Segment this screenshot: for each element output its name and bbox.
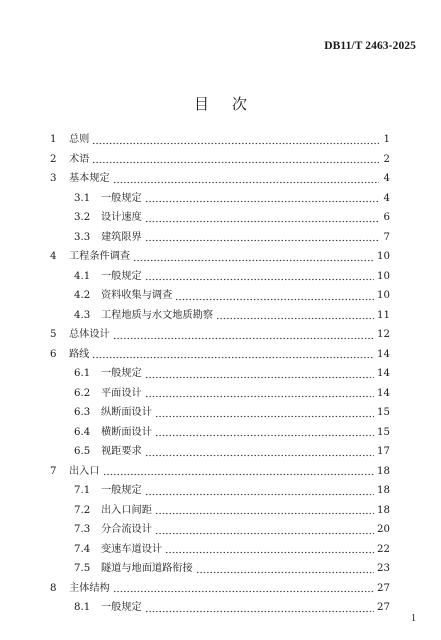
dot-leader — [216, 306, 374, 326]
dot-leader — [92, 150, 379, 170]
toc-entry-number: 7.3 — [74, 524, 91, 535]
document-code: DB11/T 2463-2025 — [324, 40, 416, 52]
dot-leader — [145, 598, 374, 618]
toc-entry-number: 4.2 — [74, 290, 91, 301]
toc-entry-page: 10 — [377, 251, 390, 262]
toc-entry-number: 6.3 — [74, 407, 91, 418]
toc-entry-number: 3 — [50, 173, 57, 184]
toc-entry-line — [101, 208, 390, 228]
toc-entry[interactable] — [50, 228, 390, 248]
toc-entry-line — [101, 501, 390, 521]
toc-entry-line — [101, 384, 390, 404]
toc-entry-line — [101, 559, 390, 579]
toc-entry-page: 12 — [377, 329, 390, 340]
toc-entry[interactable] — [50, 423, 390, 443]
toc-entry-line — [101, 189, 390, 209]
toc-entry-number: 4 — [50, 251, 57, 262]
toc-entry-page: 18 — [377, 465, 390, 477]
toc-entry-line — [69, 462, 390, 482]
toc-entry[interactable] — [50, 267, 390, 287]
toc-entry[interactable] — [50, 208, 390, 228]
toc-entry-number: 6.1 — [74, 368, 91, 379]
toc-entry-number: 6.4 — [74, 426, 91, 438]
toc-entry-page: 2 — [383, 153, 390, 165]
toc-entry-number: 4.1 — [74, 270, 91, 282]
toc-entry-line — [101, 598, 390, 618]
toc-entry[interactable] — [50, 325, 390, 345]
toc-entry-title: 视距要求 — [101, 442, 145, 462]
toc-entry-title: 纵断面设计 — [101, 403, 155, 423]
toc-entry-number: 5 — [50, 329, 57, 340]
toc-entry-title: 总体设计 — [69, 325, 113, 345]
toc-entry-title: 路线 — [69, 345, 92, 365]
toc-entry-number: 3.1 — [74, 192, 91, 204]
toc-entry-line — [101, 228, 390, 248]
toc-entry-line — [101, 442, 390, 462]
toc-entry-title: 资料收集与调查 — [101, 286, 175, 306]
dot-leader — [155, 423, 374, 443]
toc-entry-title: 设计速度 — [101, 208, 145, 228]
toc-entry-page: 10 — [377, 270, 390, 282]
toc-entry-title: 出入口 — [69, 462, 103, 482]
toc-entry-line — [101, 306, 390, 326]
toc-entry-page: 7 — [383, 231, 390, 243]
toc-entry[interactable] — [50, 364, 390, 384]
toc-entry-line — [101, 520, 390, 540]
toc-entry-page: 18 — [377, 485, 390, 496]
toc-entry[interactable] — [50, 384, 390, 404]
dot-leader — [175, 286, 374, 306]
dot-leader — [145, 267, 374, 287]
toc-entry-title: 出入口间距 — [101, 501, 155, 521]
toc-entry-title: 工程地质与水文地质勘察 — [101, 306, 216, 326]
toc-entry-title: 横断面设计 — [101, 423, 155, 443]
toc-entry[interactable] — [50, 130, 390, 150]
toc-entry-line — [69, 247, 390, 267]
toc-entry-page: 15 — [377, 426, 390, 438]
toc-entry-page: 1 — [383, 134, 390, 145]
toc-entry[interactable] — [50, 559, 390, 579]
toc-entry-page: 14 — [377, 348, 390, 360]
toc-entry-title: 工程条件调查 — [69, 247, 133, 267]
toc-entry-title: 基本规定 — [69, 169, 113, 189]
dot-leader — [145, 481, 374, 501]
toc-entry-title: 术语 — [69, 150, 92, 170]
page-number: 1 — [411, 613, 416, 624]
toc-entry-page: 27 — [377, 602, 390, 613]
toc-entry[interactable] — [50, 481, 390, 501]
dot-leader — [145, 228, 379, 248]
toc-entry-line — [69, 150, 390, 170]
toc-entry-number: 7.2 — [74, 504, 91, 516]
dot-leader — [145, 208, 379, 228]
toc-entry-line — [101, 423, 390, 443]
toc-entry-number: 6.5 — [74, 446, 91, 457]
dot-leader — [145, 189, 379, 209]
toc-entry-title: 总则 — [69, 130, 92, 150]
toc-entry[interactable] — [50, 306, 390, 326]
toc-entry-page: 20 — [377, 524, 390, 535]
toc-entry[interactable] — [50, 540, 390, 560]
toc-entry-page: 23 — [377, 563, 390, 574]
toc-entry-line — [69, 579, 390, 599]
toc-entry-number: 6 — [50, 348, 57, 360]
toc-entry-page: 17 — [377, 446, 390, 457]
toc-entry-number: 7.4 — [74, 543, 91, 555]
toc-entry-number: 3.2 — [74, 212, 91, 223]
dot-leader — [103, 462, 374, 482]
toc-entry-page: 11 — [377, 309, 390, 321]
toc-entry-number: 4.3 — [74, 309, 91, 321]
toc-entry[interactable] — [50, 403, 390, 423]
toc-list — [50, 130, 390, 618]
toc-entry-title: 一般规定 — [101, 189, 145, 209]
toc-entry[interactable] — [50, 501, 390, 521]
toc-entry-line — [69, 325, 390, 345]
toc-entry-title: 一般规定 — [101, 481, 145, 501]
toc-entry-title: 隧道与地面道路衔接 — [101, 559, 196, 579]
dot-leader — [155, 501, 374, 521]
toc-entry[interactable] — [50, 442, 390, 462]
toc-entry-page: 22 — [377, 543, 390, 555]
toc-entry-title: 主体结构 — [69, 579, 113, 599]
toc-title: 目次 — [193, 95, 270, 113]
toc-entry-number: 8 — [50, 582, 57, 594]
toc-entry-line — [69, 345, 390, 365]
toc-entry-page: 14 — [377, 387, 390, 399]
toc-entry-page: 18 — [377, 504, 390, 516]
toc-entry[interactable] — [50, 579, 390, 599]
toc-entry-line — [101, 286, 390, 306]
toc-entry-title: 一般规定 — [101, 267, 145, 287]
dot-leader — [113, 579, 374, 599]
dot-leader — [196, 559, 374, 579]
toc-entry-title: 变速车道设计 — [101, 540, 165, 560]
dot-leader — [92, 345, 374, 365]
toc-entry-page: 27 — [377, 582, 390, 594]
toc-entry-title: 分合流设计 — [101, 520, 155, 540]
dot-leader — [145, 442, 374, 462]
toc-entry-number: 7 — [50, 465, 57, 477]
dot-leader — [165, 540, 374, 560]
toc-entry[interactable] — [50, 286, 390, 306]
toc-entry-line — [101, 540, 390, 560]
toc-entry[interactable] — [50, 169, 390, 189]
toc-entry-title: 一般规定 — [101, 364, 145, 384]
toc-entry-number: 1 — [50, 134, 57, 145]
toc-entry-page: 15 — [377, 407, 390, 418]
toc-entry-number: 2 — [50, 153, 57, 165]
toc-entry-page: 14 — [377, 368, 390, 379]
toc-entry[interactable] — [50, 598, 390, 618]
toc-entry-page: 6 — [383, 212, 390, 223]
toc-entry-number: 6.2 — [74, 387, 91, 399]
toc-entry-line — [69, 130, 390, 150]
dot-leader — [113, 169, 379, 189]
dot-leader — [145, 384, 374, 404]
toc-entry-number: 8.1 — [74, 602, 91, 613]
toc-entry[interactable] — [50, 345, 390, 365]
toc-entry[interactable] — [50, 462, 390, 482]
dot-leader — [133, 247, 374, 267]
toc-entry[interactable] — [50, 150, 390, 170]
toc-entry-number: 3.3 — [74, 231, 91, 243]
toc-entry[interactable] — [50, 520, 390, 540]
toc-entry-line — [101, 267, 390, 287]
toc-entry-number: 7.5 — [74, 563, 91, 574]
toc-entry-number: 7.1 — [74, 485, 91, 496]
toc-entry-line — [101, 364, 390, 384]
toc-entry-title: 平面设计 — [101, 384, 145, 404]
toc-entry-title: 一般规定 — [101, 598, 145, 618]
toc-entry-page: 4 — [383, 192, 390, 204]
dot-leader — [155, 520, 374, 540]
toc-entry-page: 10 — [377, 290, 390, 301]
toc-entry[interactable] — [50, 247, 390, 267]
dot-leader — [145, 364, 374, 384]
dot-leader — [155, 403, 374, 423]
toc-entry-line — [101, 403, 390, 423]
dot-leader — [113, 325, 374, 345]
toc-entry-page: 4 — [383, 173, 390, 184]
toc-entry-title: 建筑限界 — [101, 228, 145, 248]
toc-entry-line — [69, 169, 390, 189]
toc-entry-line — [101, 481, 390, 501]
dot-leader — [92, 130, 379, 150]
toc-entry[interactable] — [50, 189, 390, 209]
